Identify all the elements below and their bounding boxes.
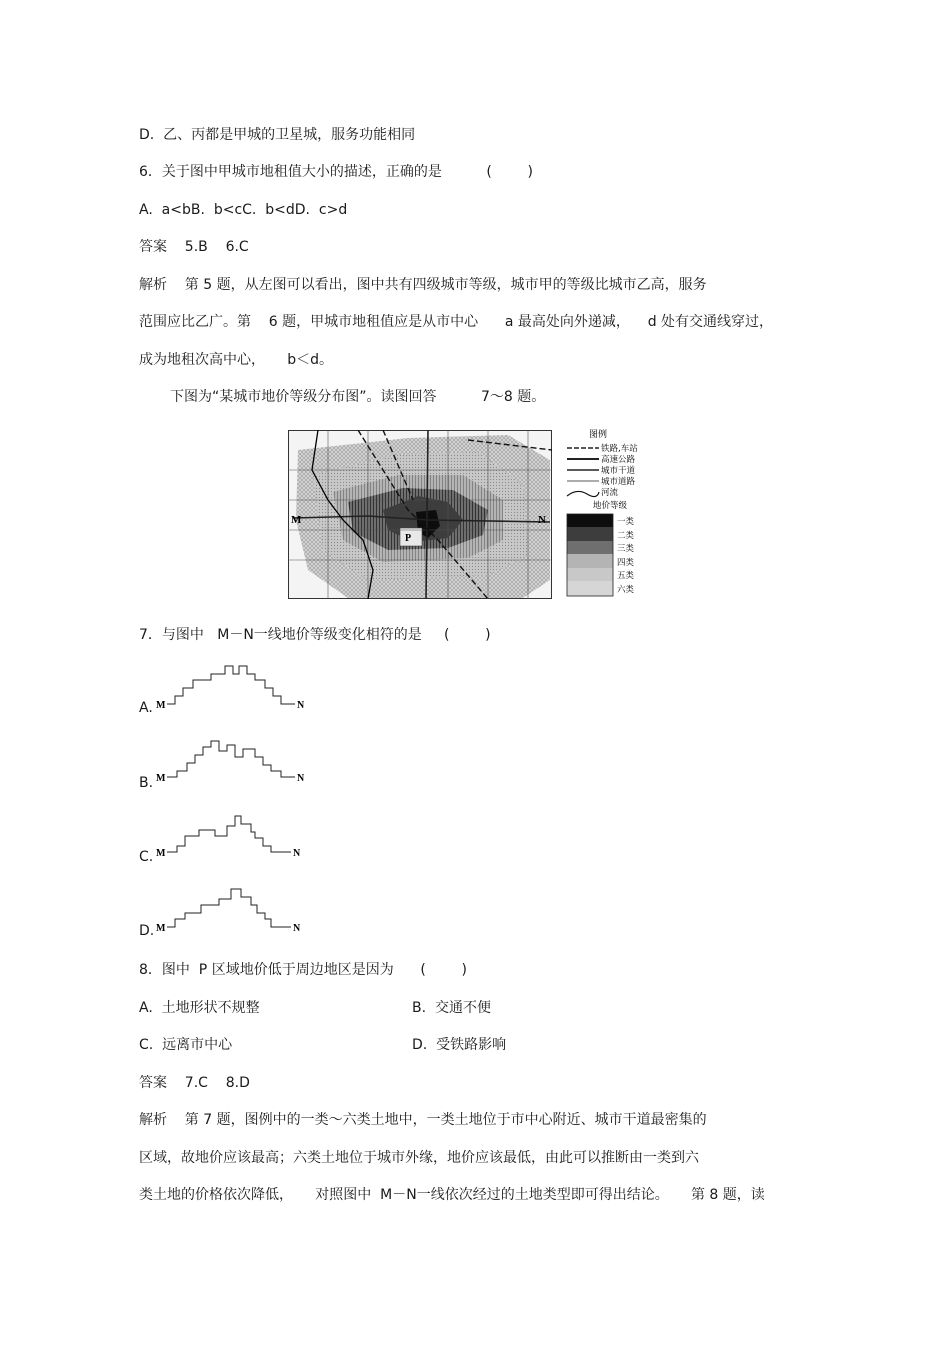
question-8-option-b: B. 交通不便 — [412, 1000, 491, 1016]
question-6-options: A. a<bB. b<cC. b<dD. c>d — [139, 202, 348, 218]
option-b-profile — [155, 735, 315, 787]
option-d-profile — [155, 883, 315, 935]
legend-grade-4: 四类 — [617, 558, 635, 568]
option-a-profile — [155, 660, 315, 712]
explanation-2-line-3: 类土地的价格依次降低， 对照图中 M－N一线依次经过的土地类型即可得出结论。 第 8 题，读 — [139, 1187, 765, 1203]
legend-item-railway: 铁路,车站 — [601, 444, 638, 454]
question-8-option-a: A. 土地形状不规整 — [139, 1000, 260, 1016]
map-legend — [565, 428, 653, 600]
option-d-m: M — [156, 923, 166, 934]
legend-grade-5: 五类 — [617, 571, 635, 581]
answer-5-6: 答案 5.B 6.C — [139, 239, 249, 255]
legend-grade-title: 地价等级 — [593, 501, 628, 511]
option-b-label: B. — [139, 775, 154, 791]
explanation-2-line-2: 区域，故地价应该最高；六类土地位于城市外缘，地价应该最低，由此可以推断由一类到六 — [139, 1150, 699, 1166]
legend-grade-5-swatch — [567, 568, 613, 581]
option-d-label: D. — [139, 923, 155, 939]
map-label-p: P — [405, 533, 412, 544]
legend-grade-4-swatch — [567, 554, 613, 568]
question-8-option-d: D. 受铁路影响 — [412, 1037, 507, 1053]
legend-river-symbol — [567, 491, 599, 496]
legend-grade-3-swatch — [567, 541, 613, 554]
explanation-1-line-3: 成为地租次高中心， b＜d。 — [139, 352, 334, 368]
legend-grade-1: 一类 — [617, 517, 635, 527]
option-a-m: M — [156, 700, 166, 711]
explanation-2-line-1: 解析 第 7 题，图例中的一类～六类土地中，一类土地位于市中心附近、城市干道最密集的 — [139, 1112, 707, 1128]
answer-7-8: 答案 7.C 8.D — [139, 1075, 250, 1091]
option-c-m: M — [156, 848, 166, 859]
legend-item-main-road: 城市干道 — [601, 466, 636, 476]
question-8: 8．图中 P 区域地价低于周边地区是因为 ( ) — [139, 962, 467, 978]
question-6: 6．关于图中甲城市地租值大小的描述，正确的是 ( ) — [139, 164, 533, 180]
land-price-map — [288, 430, 552, 599]
option-b-n: N — [297, 773, 305, 784]
explanation-1-line-2: 范围应比乙广。第 6 题，甲城市地租值应是从市中心 a 最高处向外递减， d 处有交通线穿过， — [139, 314, 774, 330]
map-label-m: M — [291, 514, 302, 526]
legend-grade-1-swatch — [567, 514, 613, 527]
legend-item-river: 河流 — [601, 488, 619, 498]
option-a-n: N — [297, 700, 305, 711]
figure-intro: 下图为“某城市地价等级分布图”。读图回答 7～8 题。 — [170, 389, 546, 405]
legend-item-road: 城市道路 — [601, 477, 636, 487]
option-c-profile — [155, 810, 315, 862]
legend-title: 图例 — [589, 430, 608, 440]
question-8-option-c: C. 远离市中心 — [139, 1037, 233, 1053]
option-d-n: N — [293, 923, 301, 934]
legend-item-highway: 高速公路 — [601, 455, 636, 465]
legend-grade-6: 六类 — [617, 585, 635, 595]
option-c-n: N — [293, 848, 301, 859]
legend-grade-2: 二类 — [617, 531, 635, 541]
legend-grade-2-swatch — [567, 527, 613, 541]
legend-grade-6-swatch — [567, 581, 613, 596]
legend-grade-3: 三类 — [617, 544, 635, 554]
option-a-label: A. — [139, 700, 153, 716]
map-label-n: N — [538, 514, 546, 526]
explanation-1-line-1: 解析 第 5 题，从左图可以看出，图中共有四级城市等级，城市甲的等级比城市乙高，服务 — [139, 277, 707, 293]
option-d-q5: D. 乙、丙都是甲城的卫星城，服务功能相同 — [139, 127, 416, 143]
option-c-label: C. — [139, 849, 154, 865]
question-7: 7．与图中 M－N一线地价等级变化相符的是 ( ) — [139, 627, 491, 643]
option-b-m: M — [156, 773, 166, 784]
